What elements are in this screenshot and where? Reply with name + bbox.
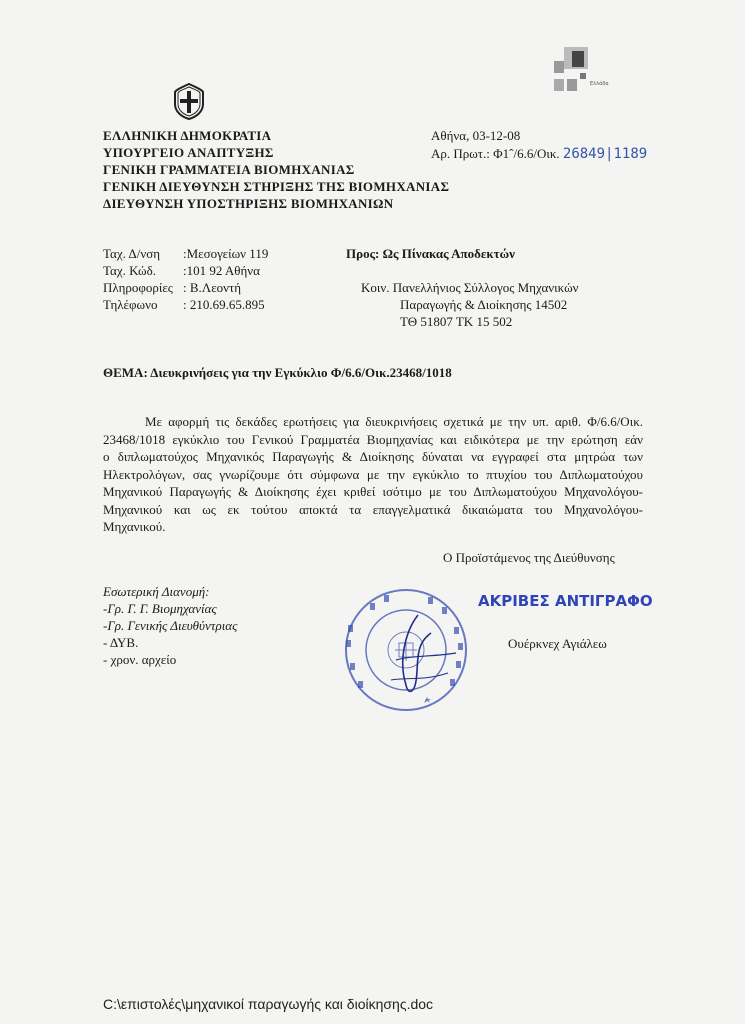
header-line: ΔΙΕΥΘΥΝΣΗ ΥΠΟΣΤΗΡΙΞΗΣ ΒΙΟΜΗΧΑΝΙΩΝ	[103, 196, 394, 211]
distribution-heading: Εσωτερική Διανομή:	[103, 584, 210, 599]
address-label: Ταχ. Δ/νση	[103, 246, 161, 261]
postal-label: Ταχ. Κώδ.	[103, 263, 156, 278]
logo	[552, 45, 632, 105]
logo-caption: Ελλάδα	[590, 81, 609, 87]
letter-body	[103, 413, 643, 536]
distribution-item: -Γρ. Γενικής Διευθύντριας	[103, 618, 238, 633]
letterhead	[103, 127, 449, 212]
address-value: :Μεσογείων 119	[183, 246, 269, 261]
header-line: ΓΕΝΙΚΗ ΔΙΕΥΘΥΝΣΗ ΣΤΗΡΙΞΗΣ ΤΗΣ ΒΙΟΜΗΧΑΝΙΑΣ	[103, 179, 450, 194]
distribution-item: -Γρ. Γ. Γ. Βιομηχανίας	[103, 601, 217, 616]
date: Αθήνα, 03-12-08	[431, 128, 521, 143]
protocol-stamp-number: 26849	[562, 146, 606, 162]
contact-block	[103, 245, 268, 313]
header-line: ΥΠΟΥΡΓΕΙΟ ΑΝΑΠΤΥΞΗΣ	[103, 145, 274, 160]
body-line: 23468/1018 εγκύκλιο του Γενικού Γραμματέα Βιομηχανίας και ειδικότερα με την ερώτηση εάν	[103, 431, 643, 447]
header-line: ΕΛΛΗΝΙΚΗ ΔΗΜΟΚΡΑΤΙΑ	[103, 128, 272, 143]
body-line: Με αφορμή τις δεκάδες ερωτήσεις για διευκρινήσεις σχετικά με την υπ. αριθ. Φ/6.6/Οικ.	[145, 414, 643, 429]
header-line: ΓΕΝΙΚΗ ΓΡΑΜΜΑΤΕΙΑ ΒΙΟΜΗΧΑΝΙΑΣ	[103, 162, 355, 177]
body-line: Μηχανικού και ως εκ τούτου αποκτά τα επαγγελματικά δικαιώματα του Μηχανολόγου-	[103, 501, 643, 517]
official-seal	[336, 585, 476, 715]
recipient-to: Προς: Ως Πίνακας Αποδεκτών	[346, 246, 515, 261]
info-label: Πληροφορίες	[103, 280, 173, 295]
certified-copy-stamp: ΑΚΡΙΒΕΣ ΑΝΤΙΓΡΑΦΟ	[478, 592, 653, 610]
phone-value: : 210.69.65.895	[183, 297, 265, 312]
signatory-name: Ουέρκνεχ Αγιάλεω	[508, 636, 607, 651]
signature-title: Ο Προϊστάμενος της Διεύθυνσης	[443, 550, 615, 565]
distribution-item: - ΔΥΒ.	[103, 635, 139, 650]
body-line: Ηλεκτρολόγων, σας γνωρίζουμε ότι σύμφωνα με την εγκύκλιο το πτυχίου του Διπλωματούχου	[103, 466, 643, 482]
cc-line: Παραγωγής & Διοίκησης 14502	[400, 297, 568, 312]
protocol-stamp-suffix: 1189	[613, 146, 648, 162]
cc-line: Κοιν. Πανελλήνιος Σύλλογος Μηχανικών	[361, 280, 579, 295]
body-line: Μηχανικού Παραγωγής & Διοίκησης έχει κριθεί ισότιμο με του Διπλωματούχου Μηχανολόγου-	[103, 484, 643, 499]
recipient-cc	[361, 279, 579, 330]
distribution-list	[103, 583, 237, 668]
footer-file-path: C:\επιστολές\μηχανικοί παραγωγής και διοίκησης.doc	[103, 996, 434, 1012]
body-line: ο διπλωματούχος Μηχανικός Παραγωγής & Διοίκησης δύναται να εγγραφεί στα μητρώα των	[103, 449, 643, 464]
phone-label: Τηλέφωνο	[103, 297, 158, 312]
cc-line: ΤΘ 51807 ΤΚ 15 502	[400, 314, 513, 329]
coat-of-arms-icon	[170, 82, 208, 120]
info-value: : Β.Λεοντή	[183, 280, 242, 295]
protocol-number: Αρ. Πρωτ.: Φ1ˆ/6.6/Οικ. 26849|1189	[431, 146, 648, 162]
subject: ΘΕΜΑ: Διευκρινήσεις για την Εγκύκλιο Φ/6.6/Οικ.23468/1018	[103, 365, 452, 380]
protocol-prefix: Αρ. Πρωτ.: Φ1ˆ/6.6/Οικ.	[431, 146, 560, 161]
body-line: Μηχανικού.	[103, 519, 166, 534]
postal-value: :101 92 Αθήνα	[183, 263, 260, 278]
distribution-item: - χρον. αρχείο	[103, 652, 177, 667]
